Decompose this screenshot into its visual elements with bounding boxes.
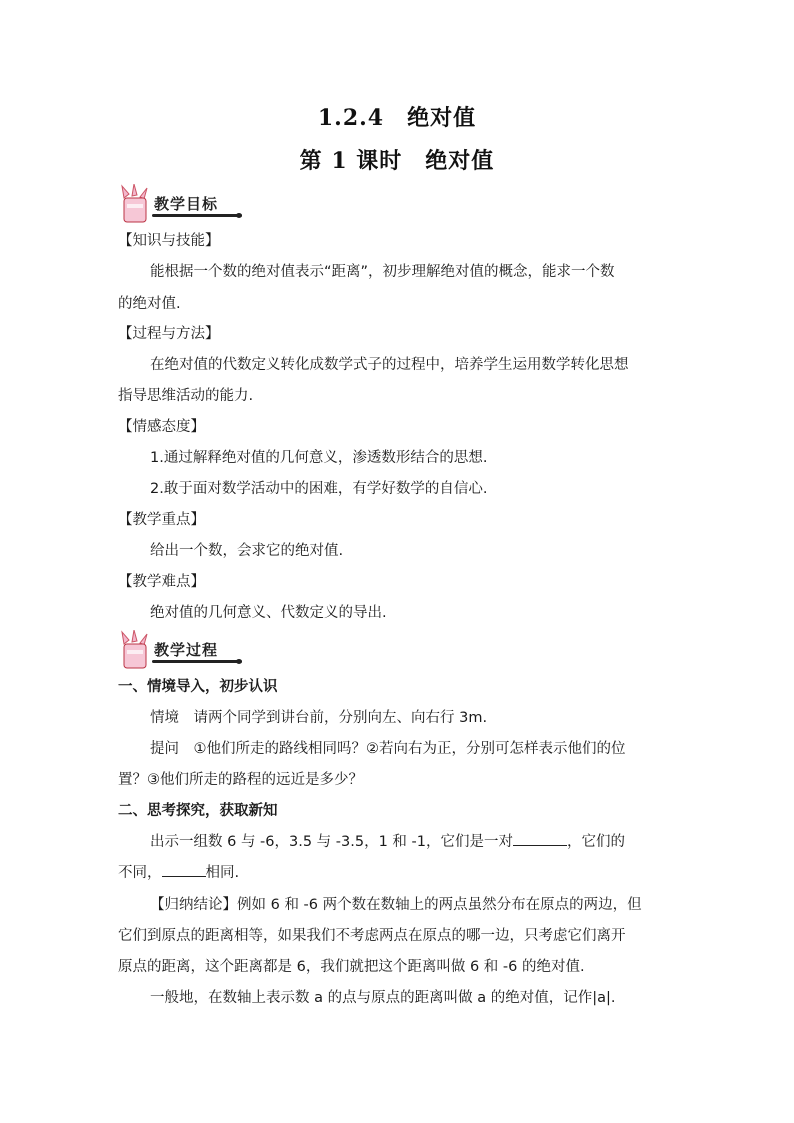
paragraph-line: 给出一个数，会求它的绝对值. (150, 543, 344, 559)
badge-underline-dot (236, 659, 242, 664)
pencil-cup-icon (118, 630, 152, 670)
paragraph-line: 它们到原点的距离相等，如果我们不考虑两点在原点的哪一边，只考虑它们离开 (118, 928, 626, 944)
paragraph-line: 原点的距离，这个距离都是 6，我们就把这个距离叫做 6 和 -6 的绝对值. (118, 959, 585, 975)
fill-blank (513, 831, 567, 846)
heading-difficulty: 【教学难点】 (118, 574, 205, 590)
paragraph-line: 绝对值的几何意义、代数定义的导出. (150, 605, 387, 621)
badge-label: 教学过程 (154, 641, 219, 659)
list-item: 2.敢于面对数学活动中的困难，有学好数学的自信心. (150, 481, 488, 497)
paragraph-line: 一般地，在数轴上表示数 a 的点与原点的距离叫做 a 的绝对值，记作|a|. (150, 990, 616, 1006)
text-segment: 出示一组数 6 与 -6，3.5 与 -3.5，1 和 -1，它们是一对 (150, 834, 513, 850)
lesson-subtitle: 第 1 课时 绝对值 (299, 148, 495, 174)
paragraph-line: 情境 请两个同学到讲台前，分别向左、向右行 3m. (150, 710, 488, 726)
lesson-title: 1.2.4 绝对值 (317, 105, 477, 131)
text-segment: 不同， (118, 865, 162, 881)
section-badge-process (118, 630, 244, 672)
heading-key-point: 【教学重点】 (118, 512, 205, 528)
paragraph-line: 指导思维活动的能力. (118, 388, 254, 404)
paragraph-line: 在绝对值的代数定义转化成数学式子的过程中，培养学生运用数学转化思想 (150, 357, 629, 373)
paragraph-line-with-blank (118, 861, 678, 882)
heading-attitude: 【情感态度】 (118, 419, 205, 435)
paragraph-line-with-blank (150, 830, 678, 851)
section-badge-goals (118, 184, 244, 226)
paragraph-line: 的绝对值. (118, 296, 181, 312)
text-segment: ，它们的 (566, 834, 625, 850)
text-segment: 相同. (205, 865, 240, 881)
list-item: 1.通过解释绝对值的几何意义，渗透数形结合的思想. (150, 450, 488, 466)
pencil-cup-icon (118, 184, 152, 224)
paragraph-line: 能根据一个数的绝对值表示“距离”，初步理解绝对值的概念，能求一个数 (150, 264, 615, 280)
badge-underline-dot (236, 213, 242, 218)
fill-blank (162, 862, 206, 877)
paragraph-line: 【归纳结论】例如 6 和 -6 两个数在数轴上的两点虽然分布在原点的两边，但 (150, 897, 642, 913)
badge-underline (152, 214, 242, 217)
badge-underline (152, 660, 242, 663)
badge-label: 教学目标 (154, 195, 219, 213)
paragraph-line: 置？③他们所走的路程的远近是多少？ (118, 772, 363, 788)
heading-process-method: 【过程与方法】 (118, 326, 220, 342)
paragraph-line: 提问 ①他们所走的路线相同吗？②若向右为正，分别可怎样表示他们的位 (150, 741, 626, 757)
section-heading-2: 二、思考探究，获取新知 (118, 803, 278, 819)
section-heading-1: 一、情境导入，初步认识 (118, 679, 278, 695)
heading-knowledge: 【知识与技能】 (118, 233, 220, 249)
